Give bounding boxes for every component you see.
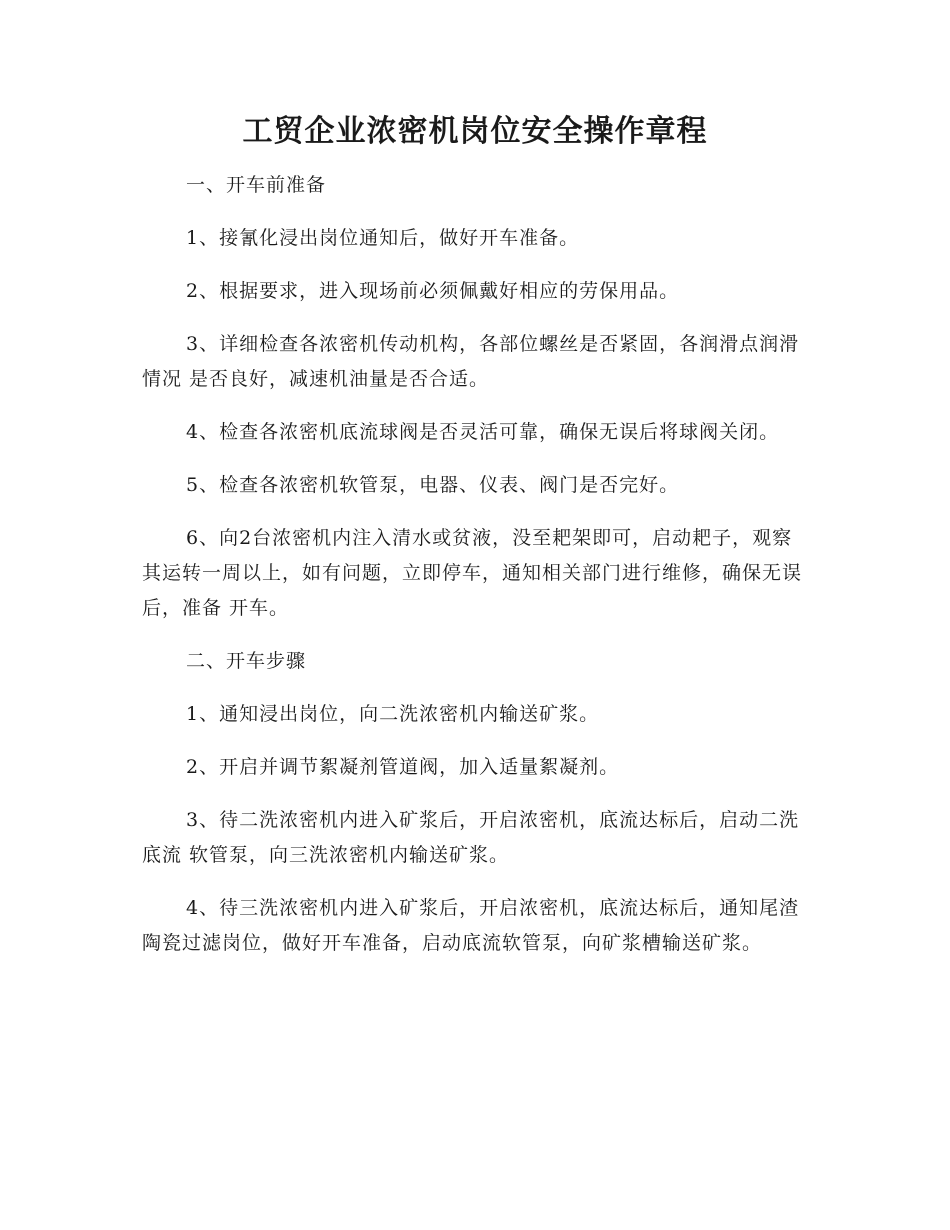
paragraph-2-4: 4、待三洗浓密机内进入矿浆后，开启浓密机，底流达标后，通知尾渣陶瓷过滤岗位，做好开车准备，启动底流软管泵，向矿浆槽输送矿浆。 bbox=[142, 897, 800, 954]
paragraph-2-2: 2、开启并调节絮凝剂管道阀，加入适量絮凝剂。 bbox=[186, 756, 620, 778]
paragraph-1-4: 4、检查各浓密机底流球阀是否灵活可靠，确保无误后将球阀关闭。 bbox=[186, 421, 780, 443]
section-heading-2: 二、开车步骤 bbox=[186, 650, 307, 672]
paragraph-1-6: 6、向2台浓密机内注入清水或贫液，没至耙架即可，启动耙子，观察其运转一周以上，如有问题，立即停车，通知相关部门进行维修，确保无误后，准备 开车。 bbox=[142, 527, 803, 619]
paragraph-1-5: 5、检查各浓密机软管泵，电器、仪表、阀门是否完好。 bbox=[186, 474, 680, 496]
paragraph-2-1: 1、通知浸出岗位，向二洗浓密机内输送矿浆。 bbox=[186, 703, 600, 725]
paragraph-1-2: 2、根据要求，进入现场前必须佩戴好相应的劳保用品。 bbox=[186, 280, 680, 302]
section-heading-1: 一、开车前准备 bbox=[186, 174, 327, 196]
paragraph-1-3: 3、详细检查各浓密机传动机构，各部位螺丝是否紧固，各润滑点润滑情况 是否良好，减速机油量是否合适。 bbox=[142, 333, 800, 390]
paragraph-2-3: 3、待二洗浓密机内进入矿浆后，开启浓密机，底流达标后，启动二洗底流 软管泵，向三洗浓密机内输送矿浆。 bbox=[142, 809, 800, 866]
document-page bbox=[142, 0, 808, 961]
document-title: 工贸企业浓密机岗位安全操作章程 bbox=[242, 114, 708, 149]
paragraph-1-1: 1、接氰化浸出岗位通知后，做好开车准备。 bbox=[186, 227, 580, 249]
